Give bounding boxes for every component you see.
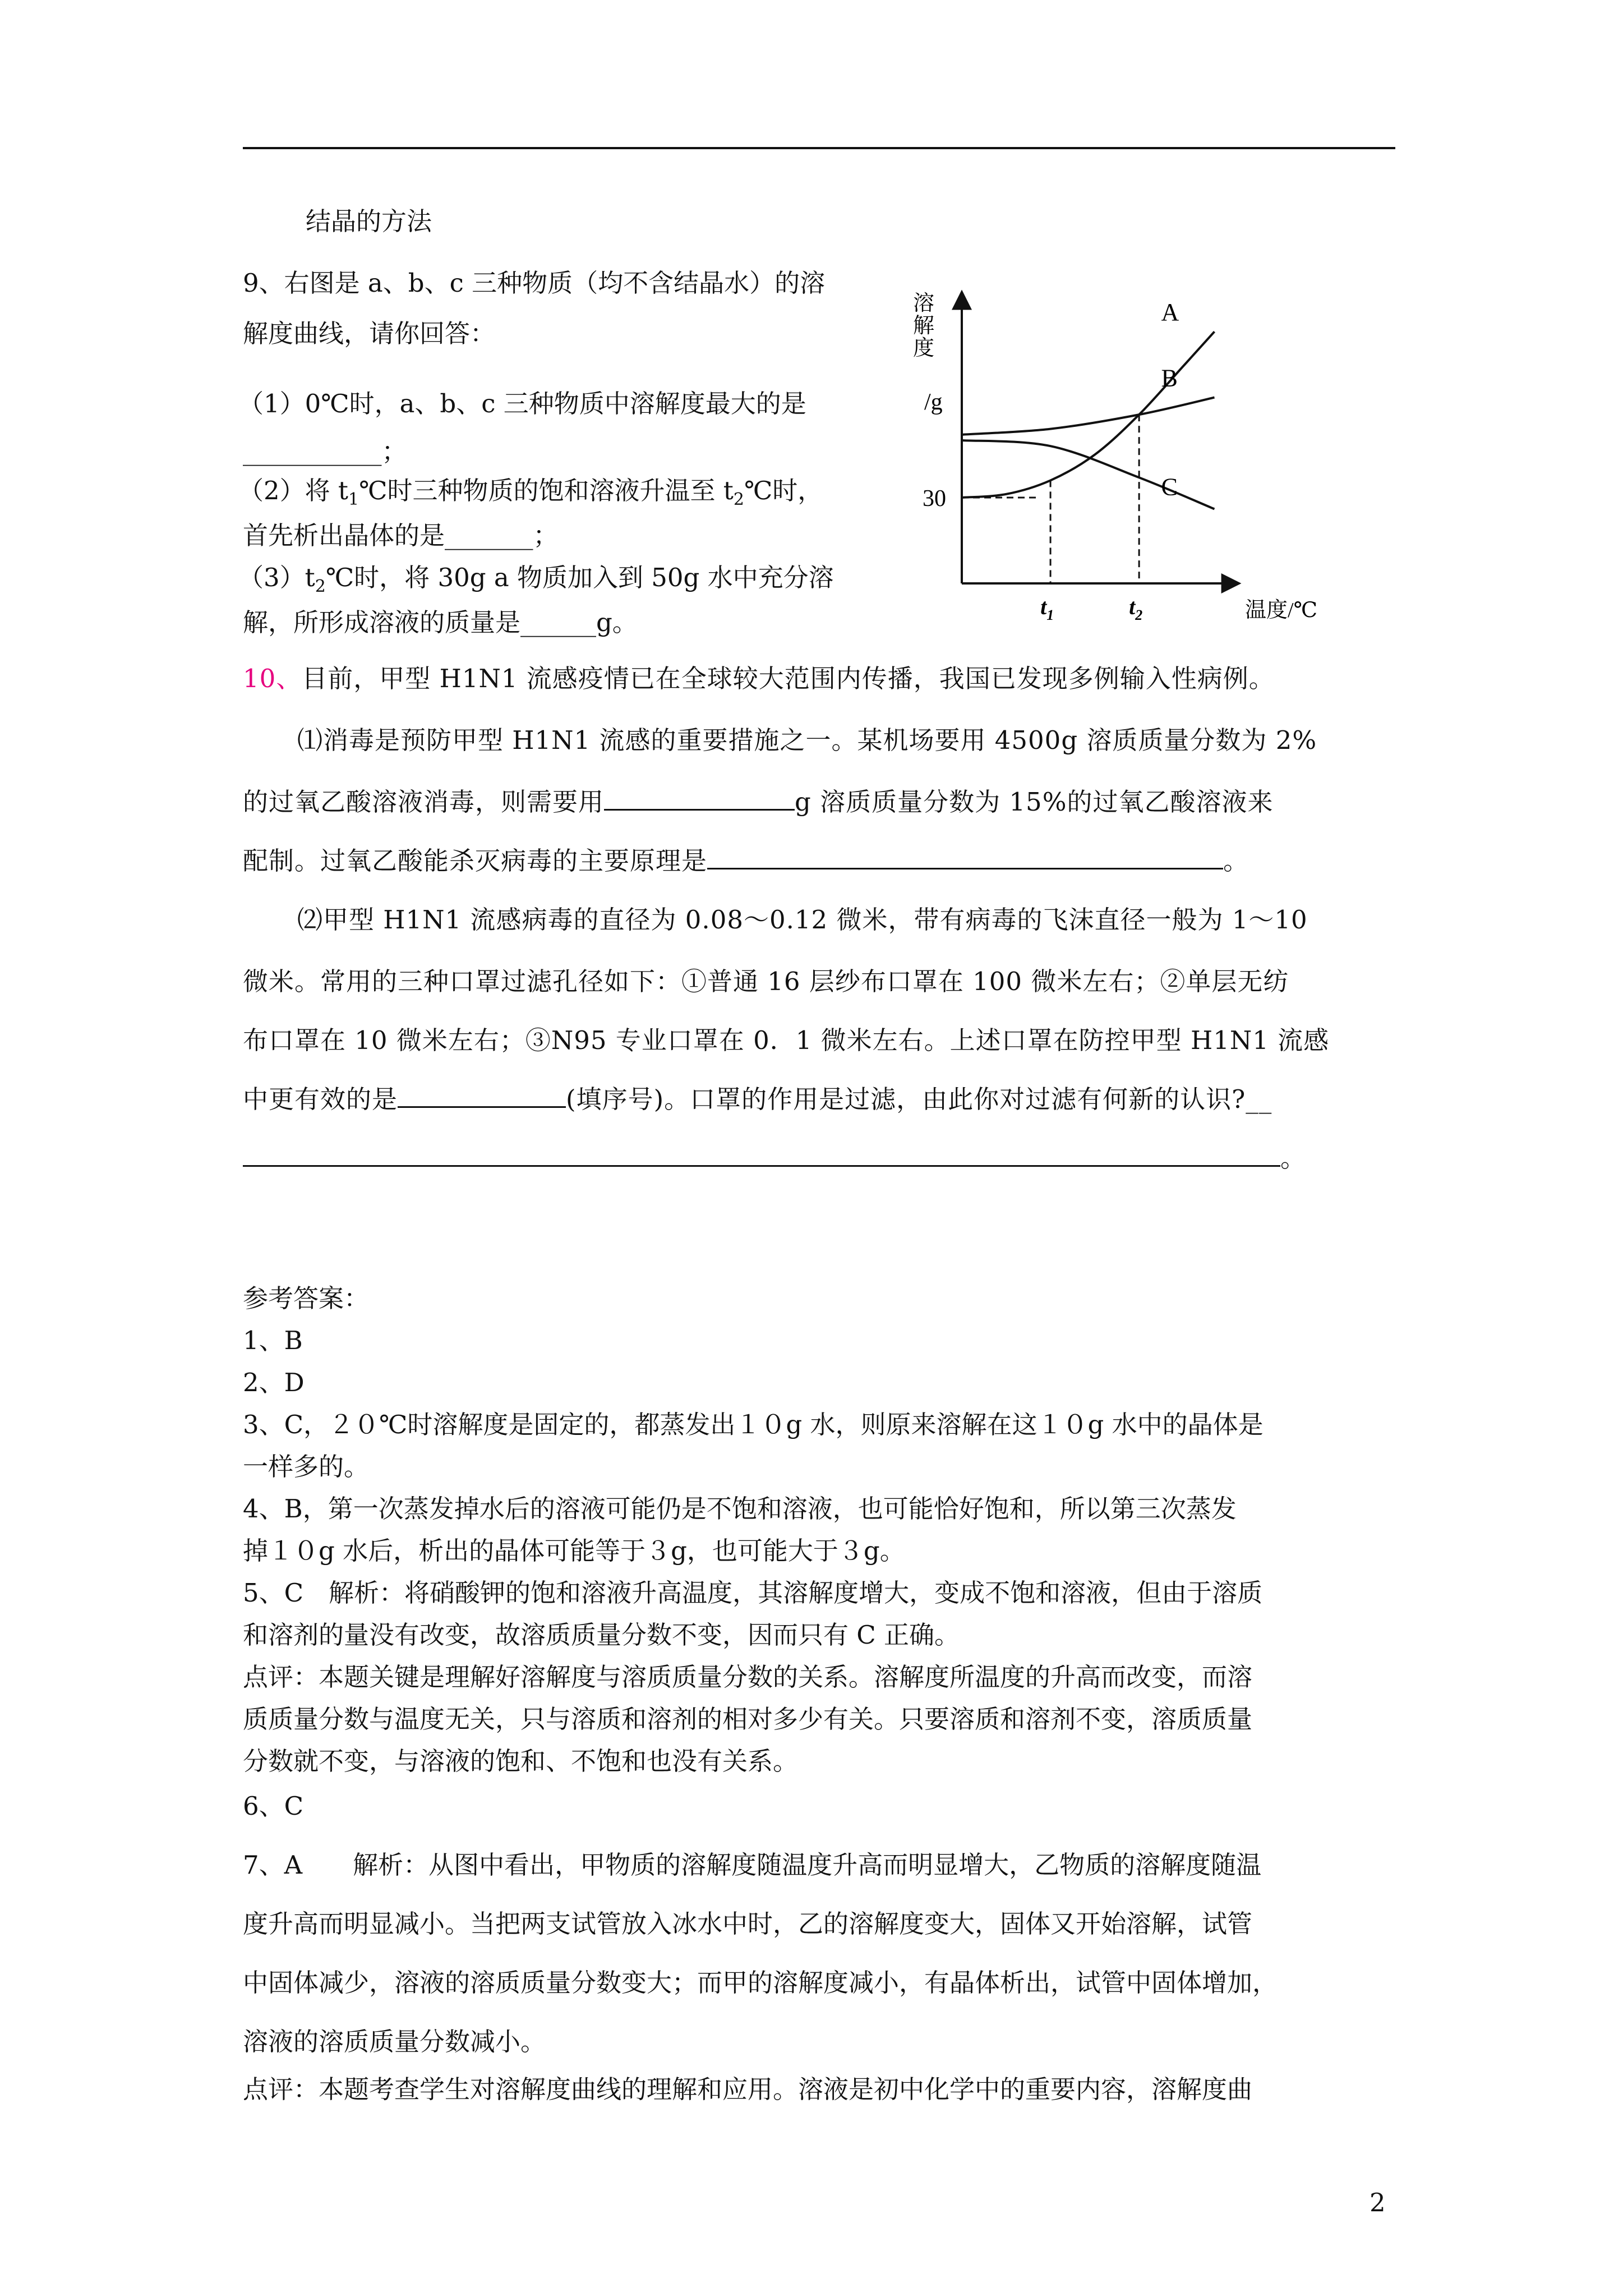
tick-labels bbox=[923, 486, 1142, 623]
x-tick-t1: $t_1$ bbox=[1040, 594, 1054, 623]
series-c-label: C bbox=[1161, 473, 1178, 501]
q10-part2-line-5: 。 bbox=[243, 1142, 1306, 1175]
answer-5-line-1: 5、C 解析：将硝酸钾的饱和溶液升高温度，其溶解度增大，变成不饱和溶液，但由于溶质 bbox=[243, 1578, 1263, 1608]
q9-stem-line-1: 9、右图是 a、b、c 三种物质（均不含结晶水）的溶 bbox=[243, 268, 826, 298]
q9-part3-line-2: 解，所形成溶液的质量是______g。 bbox=[243, 608, 638, 637]
q10-blank-filtration[interactable] bbox=[243, 1143, 1280, 1167]
q9-part2-line-2: 首先析出晶体的是_______； bbox=[243, 521, 559, 550]
q10-part2-line-3: 布口罩在 10 微米左右；③N95 专业口罩在 0．1 微米左右。上述口罩在防控甲型 H1N1 流感 bbox=[243, 1025, 1330, 1055]
series-b-curve bbox=[962, 398, 1214, 435]
answer-1: 1、B bbox=[243, 1326, 303, 1355]
q10-blank-mass[interactable] bbox=[604, 786, 795, 811]
q10-blank-principle[interactable] bbox=[707, 845, 1223, 869]
q9-part3-line-1: $(3)t_2℃$时，将 30g a 物质加入到 50g 水中充分溶 bbox=[238, 563, 834, 596]
series-group bbox=[962, 298, 1214, 509]
answer-6: 6、C bbox=[243, 1791, 304, 1821]
q10-part1-line-1: ⑴消毒是预防甲型 H1N1 流感的重要措施之一。某机场要用 4500g 溶质质量分数为 2% bbox=[297, 725, 1317, 755]
series-b-label: B bbox=[1161, 364, 1178, 392]
y-axis-label bbox=[913, 292, 934, 360]
q10-part2-line-1: ⑵甲型 H1N1 流感病毒的直径为 0.08～0.12 微米，带有病毒的飞沫直径一般为 1～10 bbox=[297, 905, 1308, 935]
answer-4-line-1: 4、B，第一次蒸发掉水后的溶液可能仍是不饱和溶液，也可能恰好饱和，所以第三次蒸发 bbox=[243, 1494, 1237, 1524]
answer-5-line-2: 和溶剂的量没有改变，故溶质质量分数不变，因而只有 C 正确。 bbox=[243, 1620, 960, 1650]
q10-part1-line-3: 配制。过氧乙酸能杀灭病毒的主要原理是 。 bbox=[243, 846, 1249, 876]
q10-part2-line-4: 中更有效的是 (填序号)。口罩的作用是过滤，由此你对过滤有何新的认识?__ bbox=[243, 1084, 1272, 1114]
y-axis-label-char: 度 bbox=[913, 337, 935, 360]
answer-3-line-2: 一样多的。 bbox=[243, 1452, 370, 1481]
q9-part1-line-1: （1）0℃时，a、b、c 三种物质中溶解度最大的是 bbox=[238, 389, 806, 418]
answer-2: 2、D bbox=[243, 1368, 305, 1397]
answer-7-line-4: 溶液的溶质质量分数减小。 bbox=[243, 2027, 546, 2056]
q9-part1-line-2: ___________； bbox=[243, 436, 407, 466]
q9-stem-line-2: 解度曲线，请你回答： bbox=[243, 319, 496, 348]
q10-part1-line-2: 的过氧乙酸溶液消毒，则需要用 g 溶质质量分数为 15%的过氧乙酸溶液来 bbox=[243, 787, 1274, 817]
header-rule bbox=[243, 147, 1395, 149]
answer-7-line-5: 点评：本题考查学生对溶解度曲线的理解和应用。溶液是初中化学中的重要内容，溶解度曲 bbox=[243, 2074, 1253, 2104]
answer-7-line-2: 度升高而明显减小。当把两支试管放入冰水中时，乙的溶解度变大，固体又开始溶解，试管 bbox=[243, 1909, 1253, 1939]
solubility-chart bbox=[909, 283, 1340, 631]
answer-3-line-1: 3、C，２０℃时溶解度是固定的，都蒸发出１０g 水，则原来溶解在这１０g 水中的晶体是 bbox=[243, 1410, 1264, 1439]
y-axis-unit: /g bbox=[924, 389, 943, 415]
x-axis-label: 温度/℃ bbox=[1245, 599, 1318, 622]
answers-title: 参考答案： bbox=[243, 1283, 370, 1313]
q10-stem: 10、目前，甲型 H1N1 流感疫情已在全球较大范围内传播，我国已发现多例输入性病例。 bbox=[243, 664, 1275, 693]
q10-number: 10、 bbox=[243, 664, 302, 693]
answer-7-line-1: 7、A 解析：从图中看出，甲物质的溶解度随温度升高而明显增大，乙物质的溶解度随温 bbox=[243, 1850, 1262, 1880]
answer-5-line-4: 质质量分数与温度无关，只与溶质和溶剂的相对多少有关。只要溶质和溶剂不变，溶质质量 bbox=[243, 1704, 1253, 1734]
answer-4-line-2: 掉１０g 水后，析出的晶体可能等于３g，也可能大于３g。 bbox=[243, 1536, 905, 1566]
series-a-label: A bbox=[1161, 298, 1179, 326]
answer-5-line-3: 点评：本题关键是理解好溶解度与溶质质量分数的关系。溶解度所温度的升高而改变，而溶 bbox=[243, 1662, 1253, 1692]
intro-text: 结晶的方法 bbox=[306, 206, 432, 236]
x-tick-t2: $t_2$ bbox=[1129, 594, 1143, 623]
y-axis-label-char: 溶 bbox=[913, 292, 935, 315]
y-axis-label-char: 解 bbox=[913, 314, 935, 338]
answer-7-line-3: 中固体减少，溶液的溶质质量分数变大；而甲的溶解度减小，有晶体析出，试管中固体增加， bbox=[243, 1968, 1278, 1998]
page-number: 2 bbox=[1370, 2188, 1386, 2217]
y-tick-30: 30 bbox=[923, 486, 946, 512]
q10-part2-line-2: 微米。常用的三种口罩过滤孔径如下：①普通 16 层纱布口罩在 100 微米左右；②单层无纺 bbox=[243, 967, 1289, 996]
q9-part2-line-1: （2）将 $t_1℃$时三种物质的饱和溶液升温至 $t_2℃$时， bbox=[238, 476, 823, 509]
q10-blank-mask[interactable] bbox=[398, 1084, 566, 1108]
answer-5-line-5: 分数就不变，与溶液的饱和、不饱和也没有关系。 bbox=[243, 1746, 799, 1776]
